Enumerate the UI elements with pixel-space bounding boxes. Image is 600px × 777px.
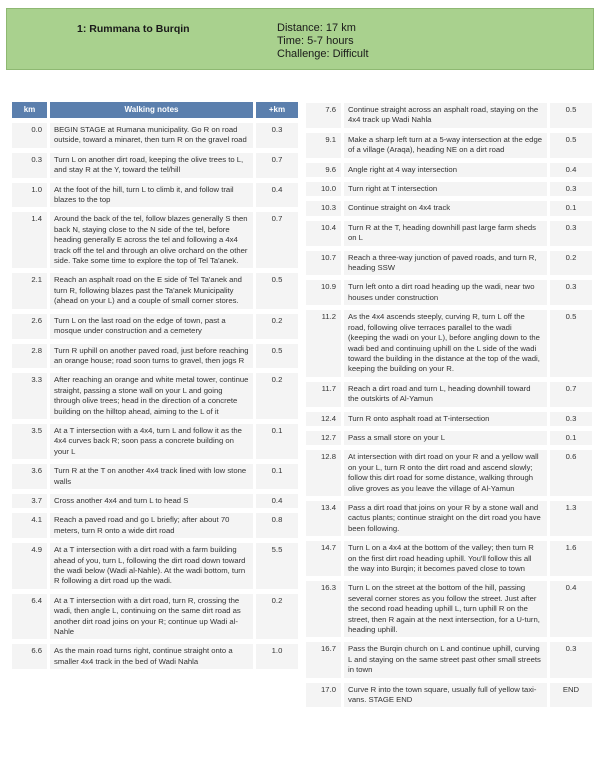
row-plus-km: 0.1 [550, 431, 592, 445]
table-row [306, 450, 592, 496]
table-row [306, 382, 592, 407]
row-note: Turn L on the street at the bottom of the hill, passing several corner stores as you follow the street. Just after the second road heading uphill L, turn uphill R on the street, then R again at the next intersection, for a U-turn, heading uphill. [341, 581, 550, 637]
table-row [12, 543, 298, 589]
row-plus-km: 0.7 [256, 153, 298, 178]
row-plus-km: 0.4 [256, 183, 298, 208]
row-km: 10.4 [306, 221, 341, 246]
table-row [306, 280, 592, 305]
row-km: 3.5 [12, 424, 47, 459]
row-note: Turn R onto asphalt road at T-intersection [341, 412, 550, 426]
row-note: At a T intersection with a 4x4, turn L and follow it as the 4x4 curves back R; soon pass a concrete building on your L [47, 424, 256, 459]
table-row [306, 201, 592, 215]
walking-notes-table-right [306, 98, 592, 712]
row-plus-km: 0.3 [550, 412, 592, 426]
row-km: 10.7 [306, 251, 341, 276]
table-row [306, 431, 592, 445]
walking-notes-table-left [12, 97, 298, 674]
table-row [306, 163, 592, 177]
row-km: 17.0 [306, 683, 341, 708]
row-note: Continue straight across an asphalt road, staying on the 4x4 track up Wadi Nahla [341, 103, 550, 128]
row-note: At a T intersection with a dirt road, turn R, crossing the wadi, then angle L, continuing on the same dirt road as another dirt road joins on your R; continue up Wadi al-Nahle [47, 594, 256, 640]
table-row [12, 212, 298, 268]
table-row [306, 541, 592, 576]
row-km: 3.6 [12, 464, 47, 489]
row-km: 4.9 [12, 543, 47, 589]
row-km: 7.6 [306, 103, 341, 128]
row-plus-km: 0.4 [550, 163, 592, 177]
row-note: Turn R at the T, heading downhill past large farm sheds on L [341, 221, 550, 246]
row-km: 11.2 [306, 310, 341, 376]
row-note: Reach an asphalt road on the E side of Tel Ta'anek and turn R, following blazes past the Ta'anek Municipality (ahead on your L) and a couple of small corner stores. [47, 273, 256, 308]
row-km: 12.4 [306, 412, 341, 426]
row-plus-km: 0.3 [550, 221, 592, 246]
table-row [12, 644, 298, 669]
table-row [306, 581, 592, 637]
row-note: At a T intersection with a dirt road with a farm building ahead of you, turn L, following the dirt road down toward the wadi below (Wadi al-Nahle). At the wadi bottom, turn R following a dirt road up the wadi. [47, 543, 256, 589]
row-plus-km: 5.5 [256, 543, 298, 589]
row-note: Turn L on a 4x4 at the bottom of the valley; then turn R on the first dirt road heading uphill. You'll follow this all the way into Burqin; it becomes paved close to town [341, 541, 550, 576]
row-note: As the main road turns right, continue straight onto a smaller 4x4 track in the bed of Wadi Nahla [47, 644, 256, 669]
row-plus-km: 0.5 [550, 103, 592, 128]
row-plus-km: 0.6 [550, 450, 592, 496]
row-note: Turn left onto a dirt road heading up the wadi, near two houses under construction [341, 280, 550, 305]
row-note: Turn L on the last road on the edge of town, past a mosque under construction and a cemetery [47, 314, 256, 339]
row-note: After reaching an orange and white metal tower, continue straight, passing a stone wall on your L and going through olive trees; head in the direction of a concrete building on the hilltop ahead, aiming to the L of it [47, 373, 256, 419]
row-plus-km: 1.6 [550, 541, 592, 576]
row-plus-km: 0.4 [256, 494, 298, 508]
notes-column-header: Walking notes [47, 102, 256, 118]
row-km: 3.3 [12, 373, 47, 419]
row-plus-km: 0.1 [256, 464, 298, 489]
row-km: 12.8 [306, 450, 341, 496]
row-km: 16.3 [306, 581, 341, 637]
challenge-text: Challenge: Difficult [277, 48, 369, 60]
table-row [12, 153, 298, 178]
row-km: 2.6 [12, 314, 47, 339]
row-km: 0.0 [12, 123, 47, 148]
table-row [306, 683, 592, 708]
row-km: 9.6 [306, 163, 341, 177]
plus-km-column-header: +km [256, 102, 298, 118]
row-plus-km: 0.5 [550, 310, 592, 376]
row-km: 16.7 [306, 642, 341, 677]
row-note: As the 4x4 ascends steeply, curving R, turn L off the road, following olive terraces parallel to the wadi (keeping the wadi on your L), before angling down to the wadi bed and continuing uphill on the L side of the wadi toward the building in the distance at the top of the wadi, keeping the building on your R. [341, 310, 550, 376]
row-km: 10.9 [306, 280, 341, 305]
row-note: Reach a paved road and go L briefly; after about 70 meters, turn R onto a wide dirt road [47, 513, 256, 538]
row-note: At intersection with dirt road on your R and a yellow wall on your L, turn R onto the dirt road and ascend slowly; follow this dirt road for some distance, walking through olive groves as you leave the village of Al-Yamun [341, 450, 550, 496]
row-note: Curve R into the town square, usually full of yellow taxi-vans. STAGE END [341, 683, 550, 708]
row-plus-km: 1.0 [256, 644, 298, 669]
row-plus-km: 0.7 [256, 212, 298, 268]
row-km: 4.1 [12, 513, 47, 538]
row-km: 0.3 [12, 153, 47, 178]
row-km: 6.6 [12, 644, 47, 669]
table-row [306, 251, 592, 276]
table-row [12, 373, 298, 419]
row-note: Angle right at 4 way intersection [341, 163, 550, 177]
table-row [306, 133, 592, 158]
table-row [12, 464, 298, 489]
row-note: Around the back of the tel, follow blazes generally S then back N, staying close to the N side of the tel, before heading generally E across the tel and following a 4x4 track off the tel and through an olive orchard on the other side. Take some time to explore the top of Tel Ta'anek. [47, 212, 256, 268]
table-row [12, 594, 298, 640]
row-note: Pass a dirt road that joins on your R by a stone wall and cactus plants; continue straight on the dirt road you have been following. [341, 501, 550, 536]
row-plus-km: 0.3 [550, 182, 592, 196]
left-table-body [12, 123, 298, 669]
row-km: 1.4 [12, 212, 47, 268]
row-plus-km: 0.5 [256, 273, 298, 308]
distance-text: Distance: 17 km [277, 22, 356, 34]
row-km: 2.1 [12, 273, 47, 308]
row-plus-km: 0.2 [256, 314, 298, 339]
row-plus-km: 0.2 [256, 373, 298, 419]
table-row [306, 501, 592, 536]
row-note: Reach a dirt road and turn L, heading downhill toward the outskirts of Al-Yamun [341, 382, 550, 407]
table-row [12, 314, 298, 339]
row-km: 1.0 [12, 183, 47, 208]
row-note: Reach a three-way junction of paved roads, and turn R, heading SSW [341, 251, 550, 276]
row-plus-km: 0.1 [256, 424, 298, 459]
row-note: Make a sharp left turn at a 5-way intersection at the edge of a village (Araqa), heading NE on a dirt road [341, 133, 550, 158]
row-km: 3.7 [12, 494, 47, 508]
row-plus-km: 0.3 [550, 280, 592, 305]
row-plus-km: 0.3 [256, 123, 298, 148]
row-plus-km: 0.5 [550, 133, 592, 158]
row-note: Turn right at T intersection [341, 182, 550, 196]
row-note: BEGIN STAGE at Rumana municipality. Go R on road outside, toward a minaret, then turn R on the gravel road [47, 123, 256, 148]
table-row [12, 183, 298, 208]
row-km: 10.3 [306, 201, 341, 215]
row-plus-km: 0.1 [550, 201, 592, 215]
row-plus-km: 0.8 [256, 513, 298, 538]
row-plus-km: 0.4 [550, 581, 592, 637]
table-row [306, 412, 592, 426]
row-km: 2.8 [12, 344, 47, 369]
row-plus-km: 1.3 [550, 501, 592, 536]
right-table-body [306, 103, 592, 707]
table-row [12, 513, 298, 538]
row-plus-km: 0.5 [256, 344, 298, 369]
row-plus-km: 0.7 [550, 382, 592, 407]
row-plus-km: 0.2 [550, 251, 592, 276]
stage-header [6, 8, 594, 70]
row-note: Turn R uphill on another paved road, just before reaching an orange house; road soon turns to gravel, then jogs R [47, 344, 256, 369]
row-note: Pass the Burqin church on L and continue uphill, curving L and staying on the same street past other small streets in town [341, 642, 550, 677]
table-row [306, 642, 592, 677]
row-km: 11.7 [306, 382, 341, 407]
row-note: Continue straight on 4x4 track [341, 201, 550, 215]
table-header-row [12, 102, 298, 118]
table-row [306, 182, 592, 196]
row-note: Turn L on another dirt road, keeping the olive trees to L, and stay R at the Y, toward the tel/hill [47, 153, 256, 178]
table-row [306, 310, 592, 376]
row-km: 14.7 [306, 541, 341, 576]
table-row [12, 273, 298, 308]
row-note: Turn R at the T on another 4x4 track lined with low stone walls [47, 464, 256, 489]
table-row [306, 221, 592, 246]
stage-title: 1: Rummana to Burqin [77, 23, 190, 35]
row-note: At the foot of the hill, turn L to climb it, and follow trail blazes to the top [47, 183, 256, 208]
km-column-header: km [12, 102, 47, 118]
row-plus-km: 0.2 [256, 594, 298, 640]
row-km: 9.1 [306, 133, 341, 158]
row-km: 13.4 [306, 501, 341, 536]
time-text: Time: 5-7 hours [277, 35, 354, 47]
row-plus-km: END [550, 683, 592, 708]
table-row [12, 494, 298, 508]
table-row [12, 424, 298, 459]
stage-meta [277, 22, 369, 61]
row-plus-km: 0.3 [550, 642, 592, 677]
table-row [306, 103, 592, 128]
row-km: 6.4 [12, 594, 47, 640]
table-row [12, 344, 298, 369]
table-row [12, 123, 298, 148]
row-km: 10.0 [306, 182, 341, 196]
row-km: 12.7 [306, 431, 341, 445]
row-note: Pass a small store on your L [341, 431, 550, 445]
row-note: Cross another 4x4 and turn L to head S [47, 494, 256, 508]
